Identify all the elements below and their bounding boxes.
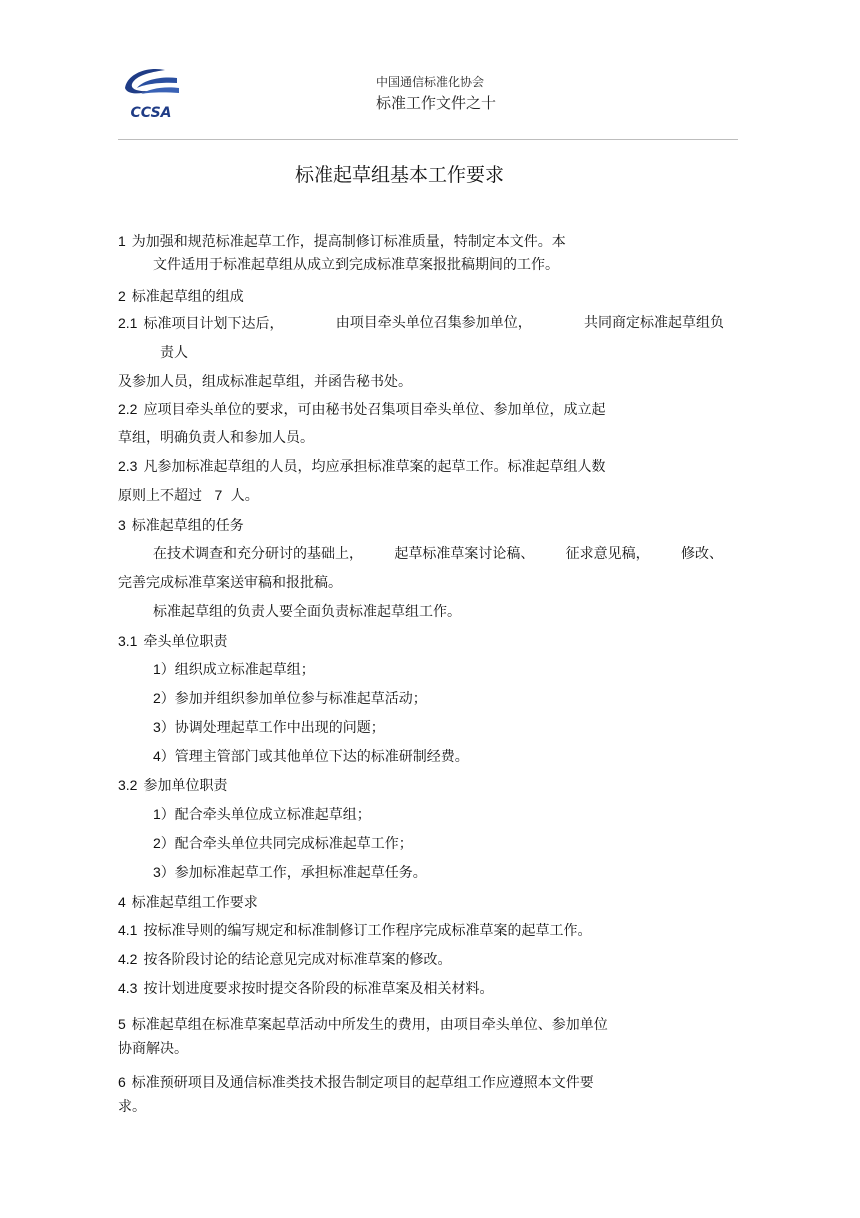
- section-4-heading: 4 标准起草组工作要求: [118, 894, 258, 911]
- list-item: 4）管理主管部门或其他单位下达的标准研制经费。: [153, 748, 469, 765]
- section-2-heading: 2 标准起草组的组成: [118, 288, 244, 305]
- list-item: 2）配合牵头单位共同完成标准起草工作；: [153, 835, 413, 852]
- list-item: 3）协调处理起草工作中出现的问题；: [153, 719, 385, 736]
- section-3-2-heading: 3.2 参加单位职责: [118, 777, 228, 794]
- section-2-2-cont: 草组，明确负责人和参加人员。: [118, 430, 314, 446]
- section-1: 1 为加强和规范标准起草工作，提高制修订标准质量，特制定本文件。本: [118, 233, 566, 250]
- section-3-para-1-cont: 完善完成标准草案送审稿和报批稿。: [118, 575, 342, 591]
- list-item: 1）配合牵头单位成立标准起草组；: [153, 806, 371, 823]
- section-6: 6 标准预研项目及通信标准类技术报告制定项目的起草组工作应遵照本文件要: [118, 1074, 594, 1091]
- header-divider: [118, 139, 738, 140]
- page-title: 标准起草组基本工作要求: [295, 164, 505, 186]
- section-3-para-1: 在技术调查和充分研讨的基础上， 起草标准草案讨论稿、 征求意见稿， 修改、: [153, 546, 723, 562]
- section-3-para-2: 标准起草组的负责人要全面负责标准起草组工作。: [153, 604, 461, 620]
- list-item: 3）参加标准起草工作，承担标准起草任务。: [153, 864, 427, 881]
- section-4-2: 4.2 按各阶段讨论的结论意见完成对标准草案的修改。: [118, 951, 452, 968]
- section-5-cont: 协商解决。: [118, 1041, 188, 1057]
- section-3-1-heading: 3.1 牵头单位职责: [118, 633, 228, 650]
- section-4-1: 4.1 按标准导则的编写规定和标准制修订工作程序完成标准草案的起草工作。: [118, 922, 592, 939]
- ccsa-logo: [117, 64, 185, 122]
- section-2-1: 2.1 标准项目计划下达后， 由项目牵头单位召集参加单位， 共同商定标准起草组负: [118, 315, 724, 332]
- section-2-3-cont: 原则上不超过 7 人。: [118, 487, 259, 504]
- section-2-1-cont-1: 责人: [160, 345, 188, 361]
- section-1-cont: 文件适用于标准起草组从成立到完成标准草案报批稿期间的工作。: [153, 257, 559, 273]
- section-4-3: 4.3 按计划进度要求按时提交各阶段的标准草案及相关材料。: [118, 980, 494, 997]
- document-series: 标准工作文件之十: [376, 94, 497, 112]
- section-2-2: 2.2 应项目牵头单位的要求，可由秘书处召集项目牵头单位、参加单位，成立起: [118, 401, 606, 418]
- svg-text:CCSA: CCSA: [130, 105, 172, 121]
- section-2-1-cont-2: 及参加人员，组成标准起草组，并函告秘书处。: [118, 374, 412, 390]
- section-5: 5 标准起草组在标准草案起草活动中所发生的费用，由项目牵头单位、参加单位: [118, 1016, 608, 1033]
- organization-name: 中国通信标准化协会: [376, 75, 485, 89]
- list-item: 2）参加并组织参加单位参与标准起草活动；: [153, 690, 427, 707]
- list-item: 1）组织成立标准起草组；: [153, 661, 315, 678]
- section-3-heading: 3 标准起草组的任务: [118, 517, 244, 534]
- section-6-cont: 求。: [118, 1099, 146, 1115]
- section-2-3: 2.3 凡参加标准起草组的人员，均应承担标准草案的起草工作。标准起草组人数: [118, 458, 606, 475]
